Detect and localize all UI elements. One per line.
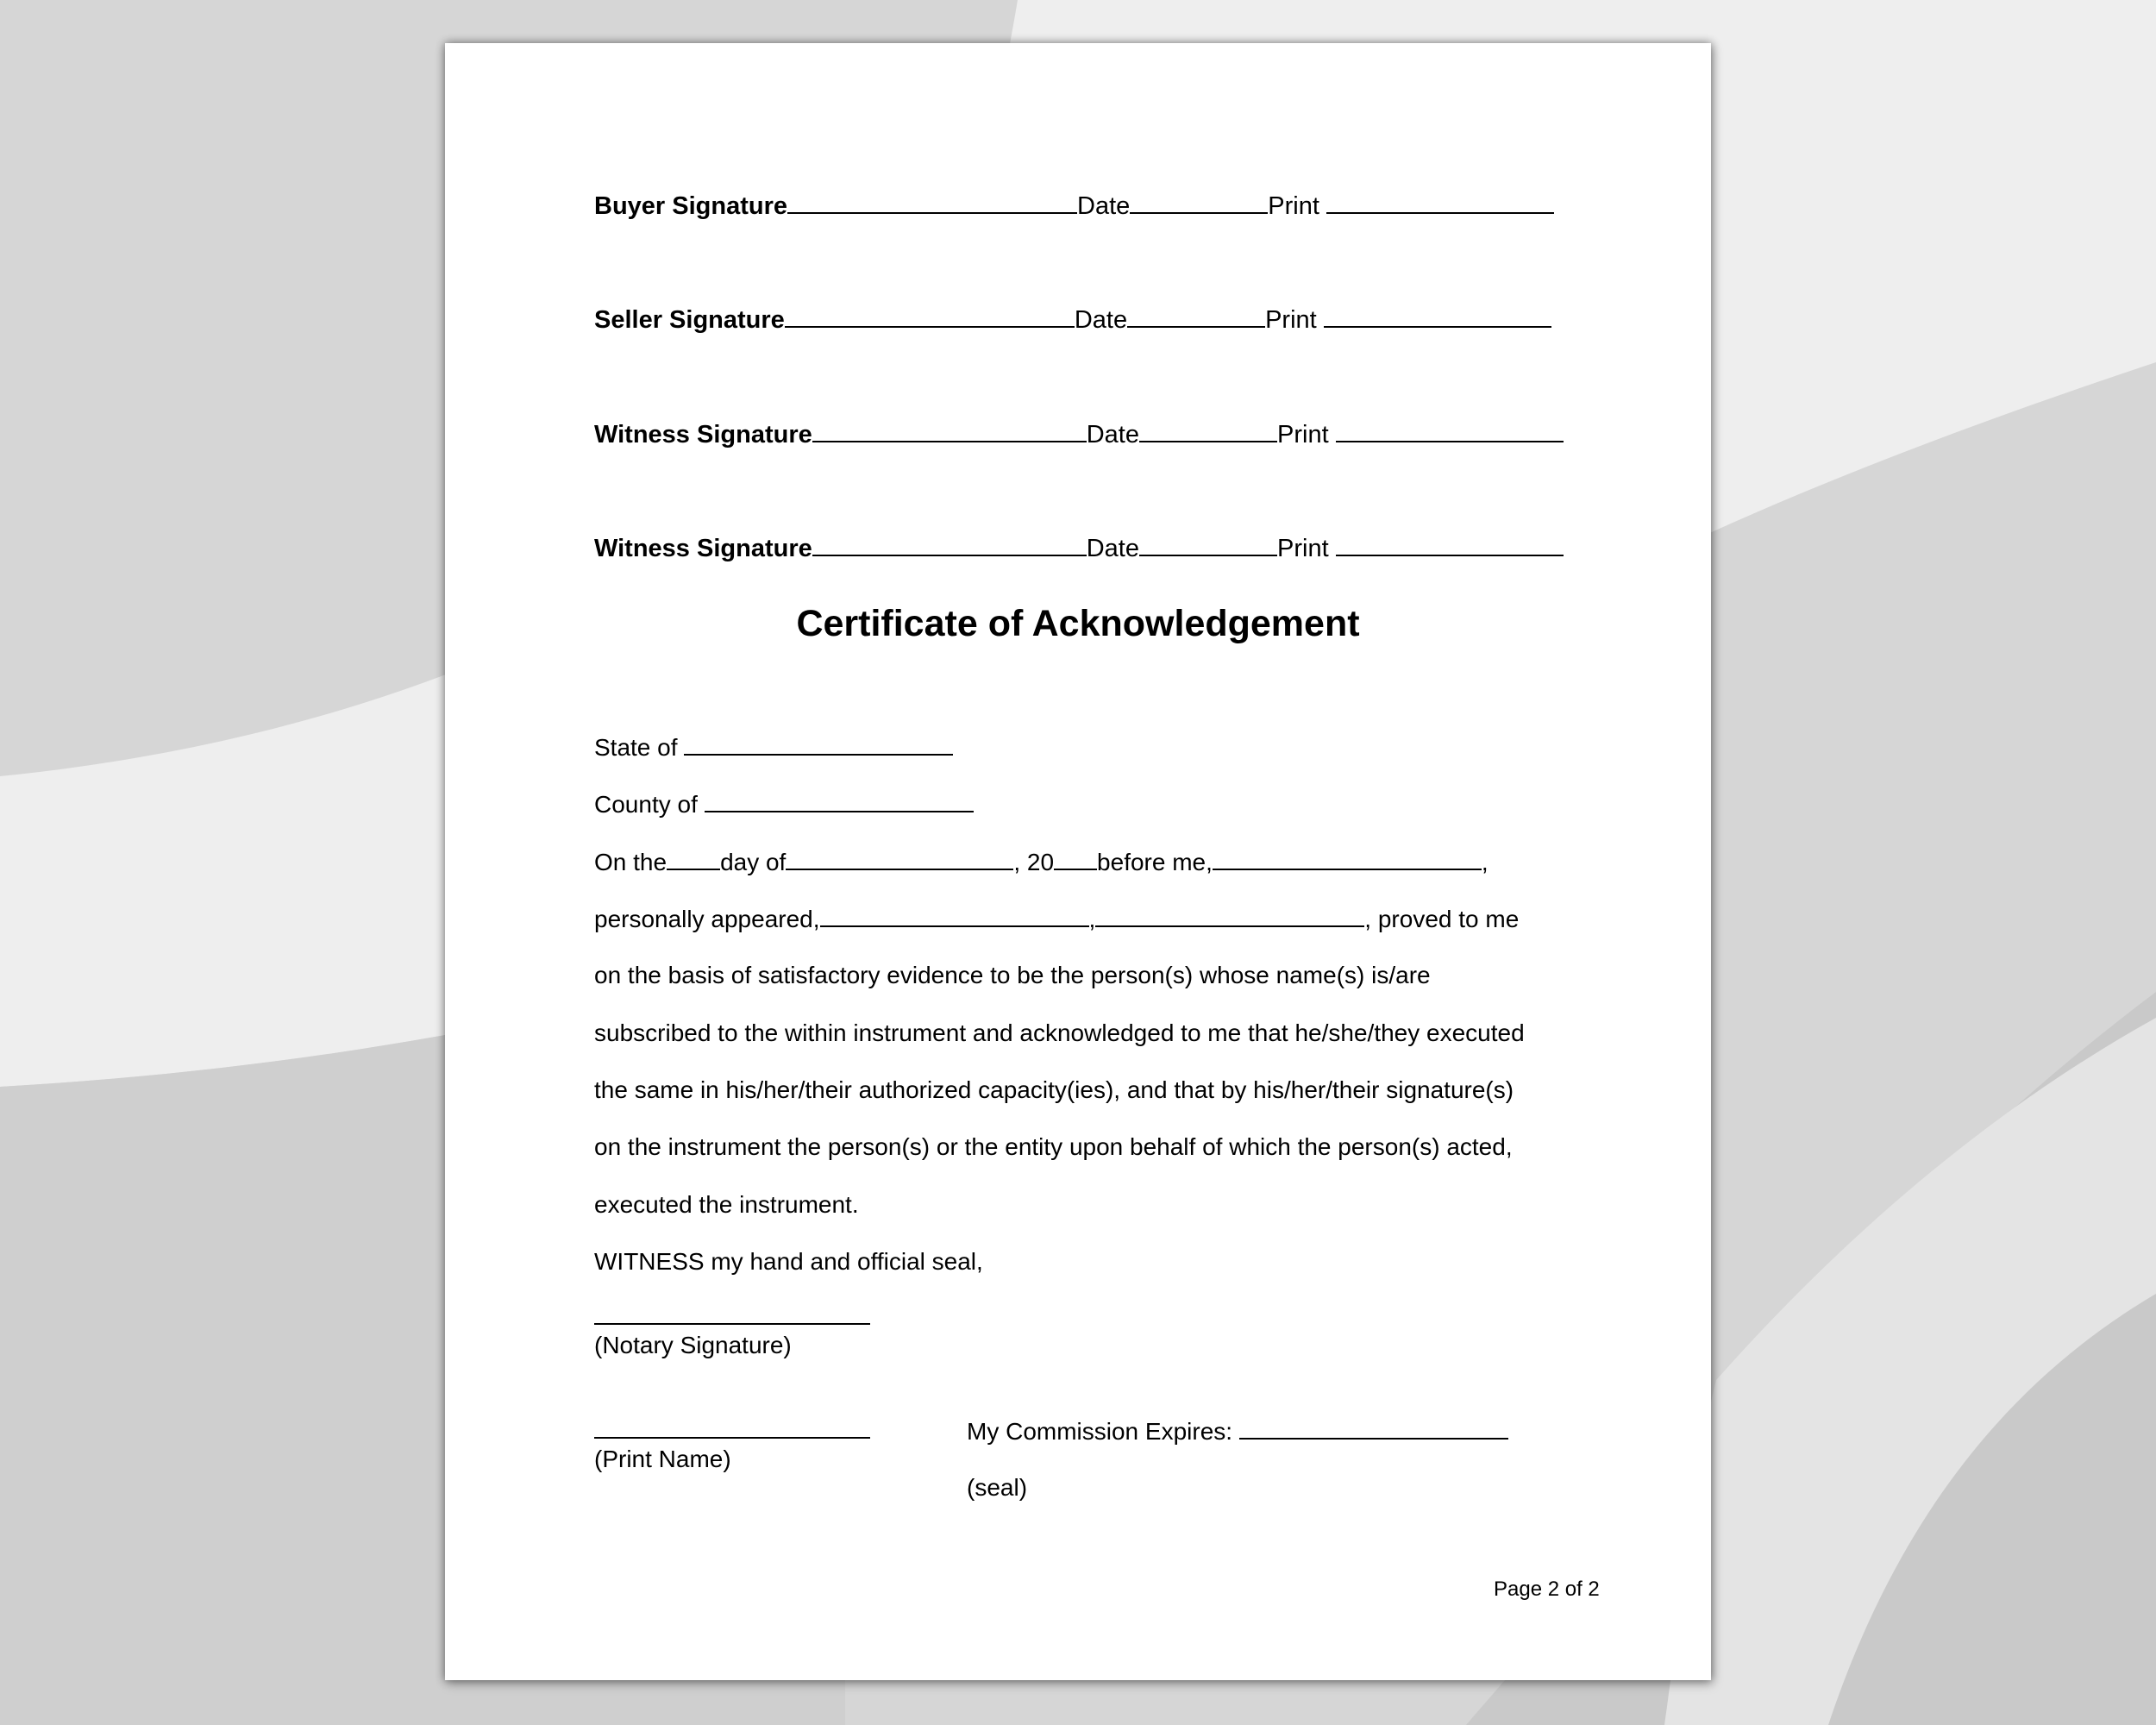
witness-signature-label-2: Witness Signature (594, 535, 812, 562)
witness-date-field-1[interactable] (1139, 418, 1277, 442)
certificate-title: Certificate of Acknowledgement (796, 603, 1360, 644)
notary-signature-line (594, 1301, 870, 1333)
witness-signature-row-2 (594, 532, 1564, 564)
before-me-text: before me, (1097, 849, 1213, 875)
seller-signature-row (594, 304, 1551, 336)
comma-text-1: , (1481, 849, 1489, 875)
state-field[interactable] (684, 731, 953, 756)
year-prefix-text: , 20 (1013, 849, 1055, 875)
witness-signature-field-2[interactable] (812, 532, 1087, 556)
seal-label: (seal) (967, 1474, 1028, 1501)
year-field[interactable] (1054, 846, 1097, 870)
print-name-line (594, 1414, 870, 1446)
seller-date-label: Date (1074, 306, 1128, 334)
buyer-signature-row (594, 190, 1554, 222)
notary-name-field[interactable] (1213, 846, 1482, 870)
witness-print-label-1: Print (1277, 421, 1329, 448)
witness-print-label-2: Print (1277, 535, 1329, 562)
appeared-name-field-2[interactable] (1095, 903, 1364, 927)
notary-signature-field[interactable] (594, 1301, 870, 1325)
witness-date-label-2: Date (1086, 535, 1139, 562)
document-page (445, 43, 1711, 1680)
personally-appeared-text: personally appeared, (594, 906, 820, 932)
month-field[interactable] (786, 846, 1013, 870)
appeared-line (594, 903, 1519, 935)
buyer-signature-field[interactable] (787, 190, 1077, 214)
state-label: State of (594, 734, 678, 761)
print-name-label: (Print Name) (594, 1446, 731, 1472)
print-name-field[interactable] (594, 1414, 870, 1439)
witness-signature-field-1[interactable] (812, 418, 1087, 442)
date-sentence-line (594, 846, 1489, 878)
county-field[interactable] (705, 788, 974, 812)
county-label: County of (594, 791, 698, 818)
county-line (594, 788, 974, 820)
notary-signature-label: (Notary Signature) (594, 1332, 792, 1358)
witness-date-field-2[interactable] (1139, 532, 1277, 556)
day-of-text: day of (720, 849, 787, 875)
state-line (594, 731, 953, 763)
body-line-1: on the basis of satisfactory evidence to be the person(s) whose name(s) is/are (594, 962, 1431, 988)
on-the-text: On the (594, 849, 667, 875)
proved-to-me-text: , proved to me (1364, 906, 1520, 932)
buyer-date-label: Date (1077, 192, 1131, 220)
buyer-date-field[interactable] (1130, 190, 1268, 214)
seller-signature-field[interactable] (785, 304, 1075, 328)
body-line-4: on the instrument the person(s) or the entity upon behalf of which the person(s) acted, (594, 1133, 1513, 1160)
seller-date-field[interactable] (1127, 304, 1265, 328)
body-line-3: the same in his/her/their authorized capacity(ies), and that by his/her/their signature(s) (594, 1076, 1514, 1103)
commission-field[interactable] (1239, 1415, 1508, 1440)
witness-seal-line: WITNESS my hand and official seal, (594, 1248, 983, 1275)
appeared-name-field-1[interactable] (820, 903, 1089, 927)
buyer-print-label: Print (1268, 192, 1319, 220)
comma-text-2: , (1088, 906, 1096, 932)
body-line-5: executed the instrument. (594, 1191, 859, 1218)
commission-label: My Commission Expires: (967, 1418, 1233, 1445)
witness-date-label-1: Date (1086, 421, 1139, 448)
day-field[interactable] (667, 846, 720, 870)
seller-signature-label: Seller Signature (594, 306, 785, 334)
witness-signature-label-1: Witness Signature (594, 421, 812, 448)
seller-print-label: Print (1265, 306, 1317, 334)
witness-print-field-1[interactable] (1336, 418, 1564, 442)
witness-print-field-2[interactable] (1336, 532, 1564, 556)
buyer-print-field[interactable] (1326, 190, 1554, 214)
buyer-signature-label: Buyer Signature (594, 192, 787, 220)
witness-signature-row-1 (594, 418, 1564, 450)
page-number: Page 2 of 2 (1494, 1578, 1600, 1601)
commission-line (967, 1415, 1508, 1447)
seller-print-field[interactable] (1324, 304, 1551, 328)
body-line-2: subscribed to the within instrument and acknowledged to me that he/she/they executed (594, 1019, 1525, 1046)
